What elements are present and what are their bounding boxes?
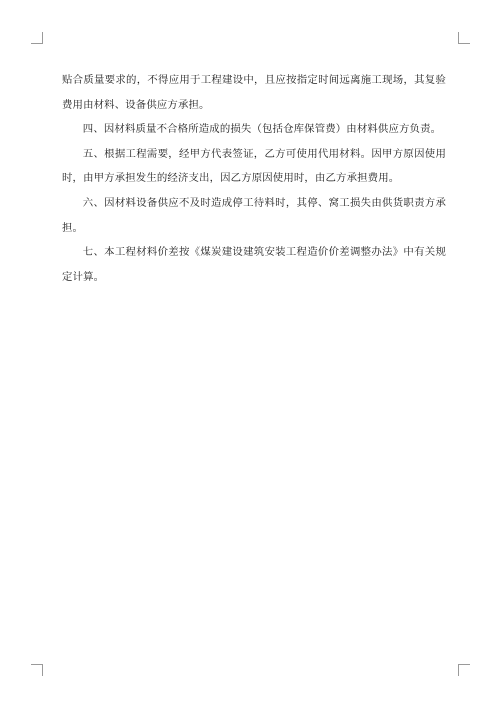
crop-mark-bottom-right <box>458 664 470 676</box>
paragraph-clause-7: 七、本工程材料价差按《煤炭建设建筑安装工程造价价差调整办法》中有关规定计算。 <box>62 246 446 283</box>
document-body <box>62 68 446 289</box>
crop-mark-top-left <box>31 32 43 44</box>
paragraph-clause-4: 四、因材料质量不合格所造成的损失（包括仓库保管费）由材料供应方负责。 <box>82 123 442 136</box>
paragraph-clause-5: 五、根据工程需要，经甲方代表签证，乙方可使用代用材料。因甲方原因使用时，由甲方承担发生的经济支出，因乙方原因使用时，由乙方承担费用。 <box>62 147 446 185</box>
crop-mark-top-right <box>458 32 470 44</box>
paragraph-continued: 贴合质量要求的，不得应用于工程建设中，且应按指定时间远离施工现场，其复验费用由材料、设备供应方承担。 <box>62 74 446 111</box>
paragraph-clause-6: 六、因材料设备供应不及时造成停工待料时，其停、窝工损失由供货职责方承担。 <box>62 196 446 234</box>
crop-mark-bottom-left <box>31 664 43 676</box>
